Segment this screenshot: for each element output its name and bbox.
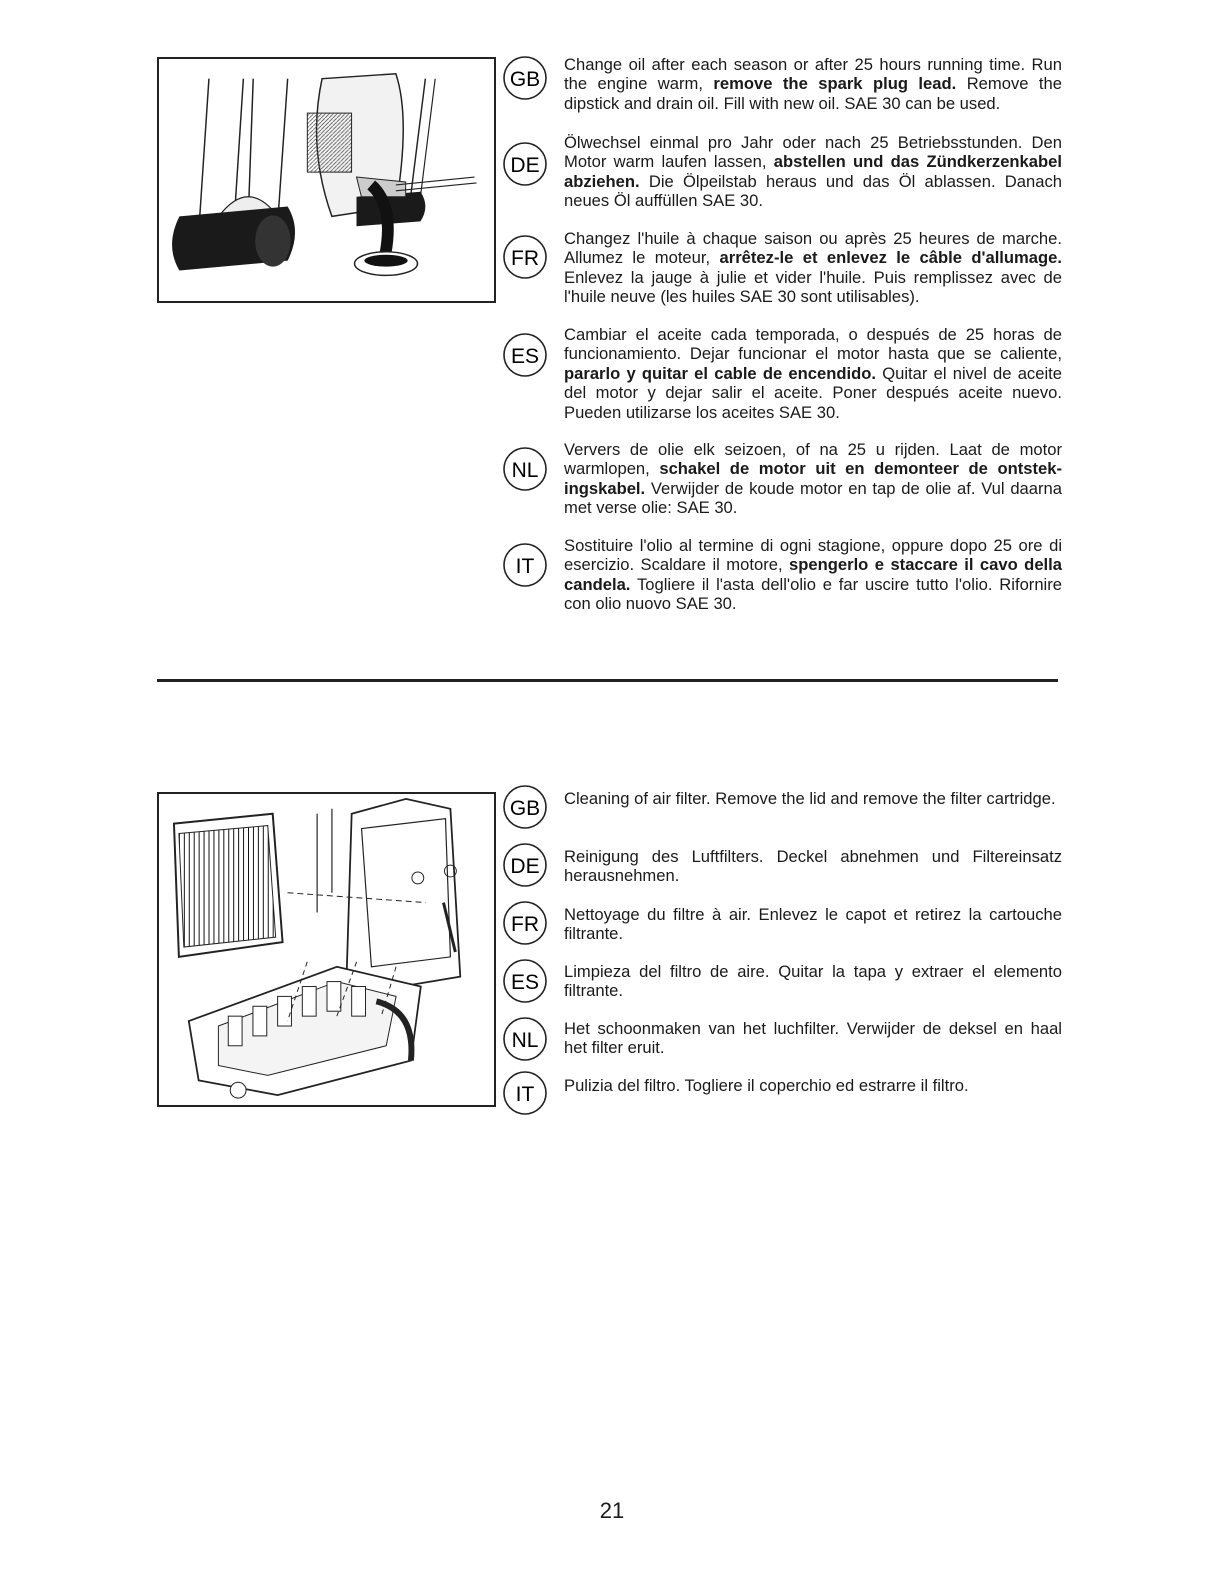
lang-block-fr [502, 229, 1062, 307]
gb-badge-icon [502, 784, 548, 830]
es-badge-icon [502, 958, 548, 1004]
instruction-text-nl: Ververs de olie elk seizoen, of na 25 u rijden. Laat de motor warmlopen, schakel de motor uit en demonteer de ontstek-ingskabel. Verwijder de koude motor en tap de olie af. Vul daarna met verse olie: SAE 30. [564, 440, 1062, 518]
lang-block-es-2 [502, 962, 1062, 1001]
it-badge-icon [502, 1070, 548, 1116]
lang-block-gb [502, 55, 1062, 113]
instruction-text-nl-2: Het schoonmaken van het luchfilter. Verwijder de deksel en haal het filter eruit. [564, 1019, 1062, 1058]
lang-block-nl [502, 440, 1062, 518]
air-filter-illustration [157, 792, 496, 1107]
badge-code: DE [510, 855, 540, 878]
instruction-text-de: Ölwechsel einmal pro Jahr oder nach 25 Betriebsstunden. Den Motor warm laufen lassen, abstellen und das Zündkerzenkabel abziehen. Die Ölpeilstab heraus und das Öl ablassen. Danach neues Öl auffüllen SAE 30. [564, 133, 1062, 211]
gb-badge-icon [502, 55, 548, 101]
instruction-text-fr-2: Nettoyage du filtre à air. Enlevez le capot et retirez la cartouche filtrante. [564, 905, 1062, 944]
lang-block-it [502, 536, 1062, 614]
nl-badge-icon [502, 446, 548, 492]
lang-block-de-2 [502, 847, 1062, 886]
badge-code: IT [515, 555, 535, 578]
fr-badge-icon [502, 234, 548, 280]
page-number: 21 [599, 1498, 625, 1523]
badge-code: IT [515, 1083, 535, 1106]
badge-code: NL [511, 1029, 539, 1052]
badge-code: GB [509, 797, 541, 820]
lang-block-nl-2 [502, 1019, 1062, 1058]
instruction-text-it: Sostituire l'olio al termine di ogni stagione, oppure dopo 25 ore di esercizio. Scaldare il motore, spengerlo e staccare il cavo della candela. Togliere il l'asta dell'olio e far uscire tutto l'olio. Rifornire con olio nuovo SAE 30. [564, 536, 1062, 614]
de-badge-icon [502, 141, 548, 187]
oil-change-illustration [157, 57, 496, 303]
lang-block-fr-2 [502, 905, 1062, 944]
de-badge-icon [502, 842, 548, 888]
badge-code: ES [510, 345, 540, 368]
lang-block-gb-2 [502, 789, 1062, 820]
section-divider [157, 679, 1058, 682]
nl-badge-icon [502, 1016, 548, 1062]
es-badge-icon [502, 332, 548, 378]
badge-code: NL [511, 459, 539, 482]
instruction-text-es-2: Limpieza del filtro de aire. Quitar la tapa y extraer el elemento filtrante. [564, 962, 1062, 1001]
lang-block-es [502, 325, 1062, 422]
lang-block-de [502, 133, 1062, 211]
instruction-text-fr: Changez l'huile à chaque saison ou après 25 heures de marche. Allumez le moteur, arrêtez-le et enlevez le câble d'allumage. Enlevez la jauge à julie et vider l'huile. Puis remplissez avec de l'huile neuve (les huiles SAE 30 sont utilisables). [564, 229, 1063, 307]
instruction-text-es: Cambiar el aceite cada temporada, o después de 25 horas de funcionamiento. Dejar funcionar el motor hasta que se caliente, pararlo y quitar el cable de encendido. Quitar el nivel de aceite del motor y dejar salir el aceite. Poner después aceite nuevo. Pueden utilizarse los aceites SAE 30. [564, 325, 1062, 422]
badge-code: ES [510, 971, 540, 994]
badge-code: FR [511, 913, 539, 936]
badge-code: FR [511, 247, 539, 270]
instruction-text-de-2: Reinigung des Luftfilters. Deckel abnehmen und Filtereinsatz herausnehmen. [564, 847, 1062, 886]
fr-badge-icon [502, 900, 548, 946]
instruction-text-it-2: Pulizia del filtro. Togliere il coperchio ed estrarre il filtro. [564, 1076, 969, 1095]
instruction-text-gb: Change oil after each season or after 25 hours running time. Run the engine warm, remove the spark plug lead. Remove the dipstick and drain oil. Fill with new oil. SAE 30 can be used. [564, 55, 1063, 113]
badge-code: DE [510, 154, 540, 177]
lang-block-it-2 [502, 1076, 1062, 1106]
instruction-text-gb-2: Cleaning of air filter. Remove the lid and remove the filter cartridge. [564, 789, 1056, 808]
oil-drain-drawing [159, 59, 494, 301]
air-filter-drawing [159, 794, 494, 1105]
badge-code: GB [509, 68, 541, 91]
it-badge-icon [502, 542, 548, 588]
